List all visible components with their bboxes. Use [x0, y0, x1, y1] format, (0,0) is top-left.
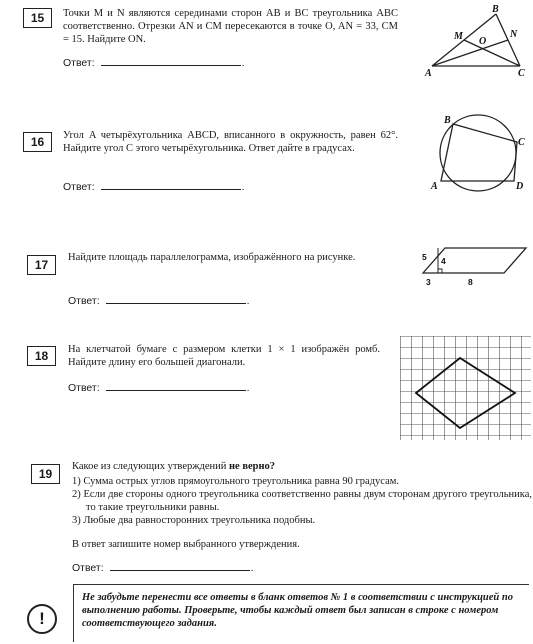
label-base-left: 3 — [426, 277, 431, 287]
answer-line[interactable] — [106, 381, 246, 391]
answer-label: Ответ: — [68, 382, 100, 394]
answer-line[interactable] — [101, 180, 241, 190]
quadrilateral-abcd — [441, 124, 517, 181]
answer-line[interactable] — [101, 56, 241, 66]
notice-box: Не забудьте перенести все ответы в бланк ответов № 1 в соответствии с инструкцией по выполнению работы. Проверьте, чтобы каждый ответ был записан в строке с номером соответствующего задания. — [73, 584, 529, 642]
task-18-text: На клетчатой бумаге с размером клетки 1 × 1 изображён ромб. Найдите длину его большей диагонали. — [68, 344, 380, 368]
label-a: A — [431, 181, 438, 192]
label-c: C — [518, 137, 525, 148]
question-text: Какое из следующих утверждений — [72, 461, 229, 472]
answer-line[interactable] — [106, 294, 246, 304]
label-d: D — [516, 181, 524, 192]
question-emphasis: не верно? — [228, 461, 276, 472]
task-19-answer[interactable]: Ответ: . — [72, 562, 254, 574]
label-height: 4 — [441, 256, 446, 266]
triangle-figure — [418, 4, 533, 80]
task-number-17: 17 — [27, 255, 56, 275]
statements-list — [72, 475, 532, 527]
task-number-19: 19 — [31, 464, 60, 484]
statement-2: 2) Если две стороны одного треугольника соответственно равны двум сторонам другого треугольника, то такие треугольники равны. — [72, 489, 532, 513]
task-18-answer[interactable]: Ответ: . — [68, 382, 250, 394]
answer-label: Ответ: — [63, 181, 95, 193]
label-side: 5 — [422, 252, 427, 262]
inscribed-quadrilateral-figure — [428, 112, 528, 196]
median-an — [432, 40, 508, 66]
answer-label: Ответ: — [63, 57, 95, 69]
label-n: N — [510, 29, 518, 40]
rhombus — [416, 358, 515, 428]
grid-rhombus-figure — [400, 336, 531, 440]
task-19-instruction: В ответ запишите номер выбранного утверждения. — [72, 539, 300, 550]
task-15-answer[interactable]: Ответ: . — [63, 57, 245, 69]
task-17-answer[interactable]: Ответ: . — [68, 295, 250, 307]
statement-3: 3) Любые два равносторонних треугольника подобны. — [72, 515, 316, 526]
exclamation-icon: ! — [27, 604, 57, 634]
label-c: C — [518, 68, 525, 79]
circle — [440, 115, 516, 191]
answer-label: Ответ: — [72, 562, 104, 574]
task-16-text: Угол A четырёхугольника ABCD, вписанного в окружность, равен 62°. Найдите угол C этого четырёхугольника. Ответ дайте в градусах. — [63, 130, 398, 154]
task-number-18: 18 — [27, 346, 56, 366]
task-number-16: 16 — [23, 132, 52, 152]
task-17-text: Найдите площадь параллелограмма, изображённого на рисунке. — [68, 252, 356, 263]
median-cm — [464, 40, 520, 66]
answer-line[interactable] — [110, 561, 250, 571]
label-b: B — [444, 115, 451, 126]
parallelogram-figure — [414, 242, 532, 290]
statement-1: 1) Сумма острых углов прямоугольного треугольника равна 90 градусам. — [72, 476, 400, 487]
task-19-question — [72, 460, 502, 473]
label-a: A — [425, 68, 432, 79]
answer-label: Ответ: — [68, 295, 100, 307]
task-number-15: 15 — [23, 8, 52, 28]
label-o: O — [479, 36, 487, 47]
label-base-right: 8 — [468, 277, 473, 287]
task-15-text: Точки M и N являются серединами сторон AB и BC треугольника ABC соответственно. Отрезки AN и CM пересекаются в точке O, AN = 33, CM = 15. Найдите ON. — [63, 8, 398, 45]
label-m: M — [454, 31, 463, 42]
task-16-answer[interactable]: Ответ: . — [63, 181, 245, 193]
label-b: B — [492, 4, 499, 15]
